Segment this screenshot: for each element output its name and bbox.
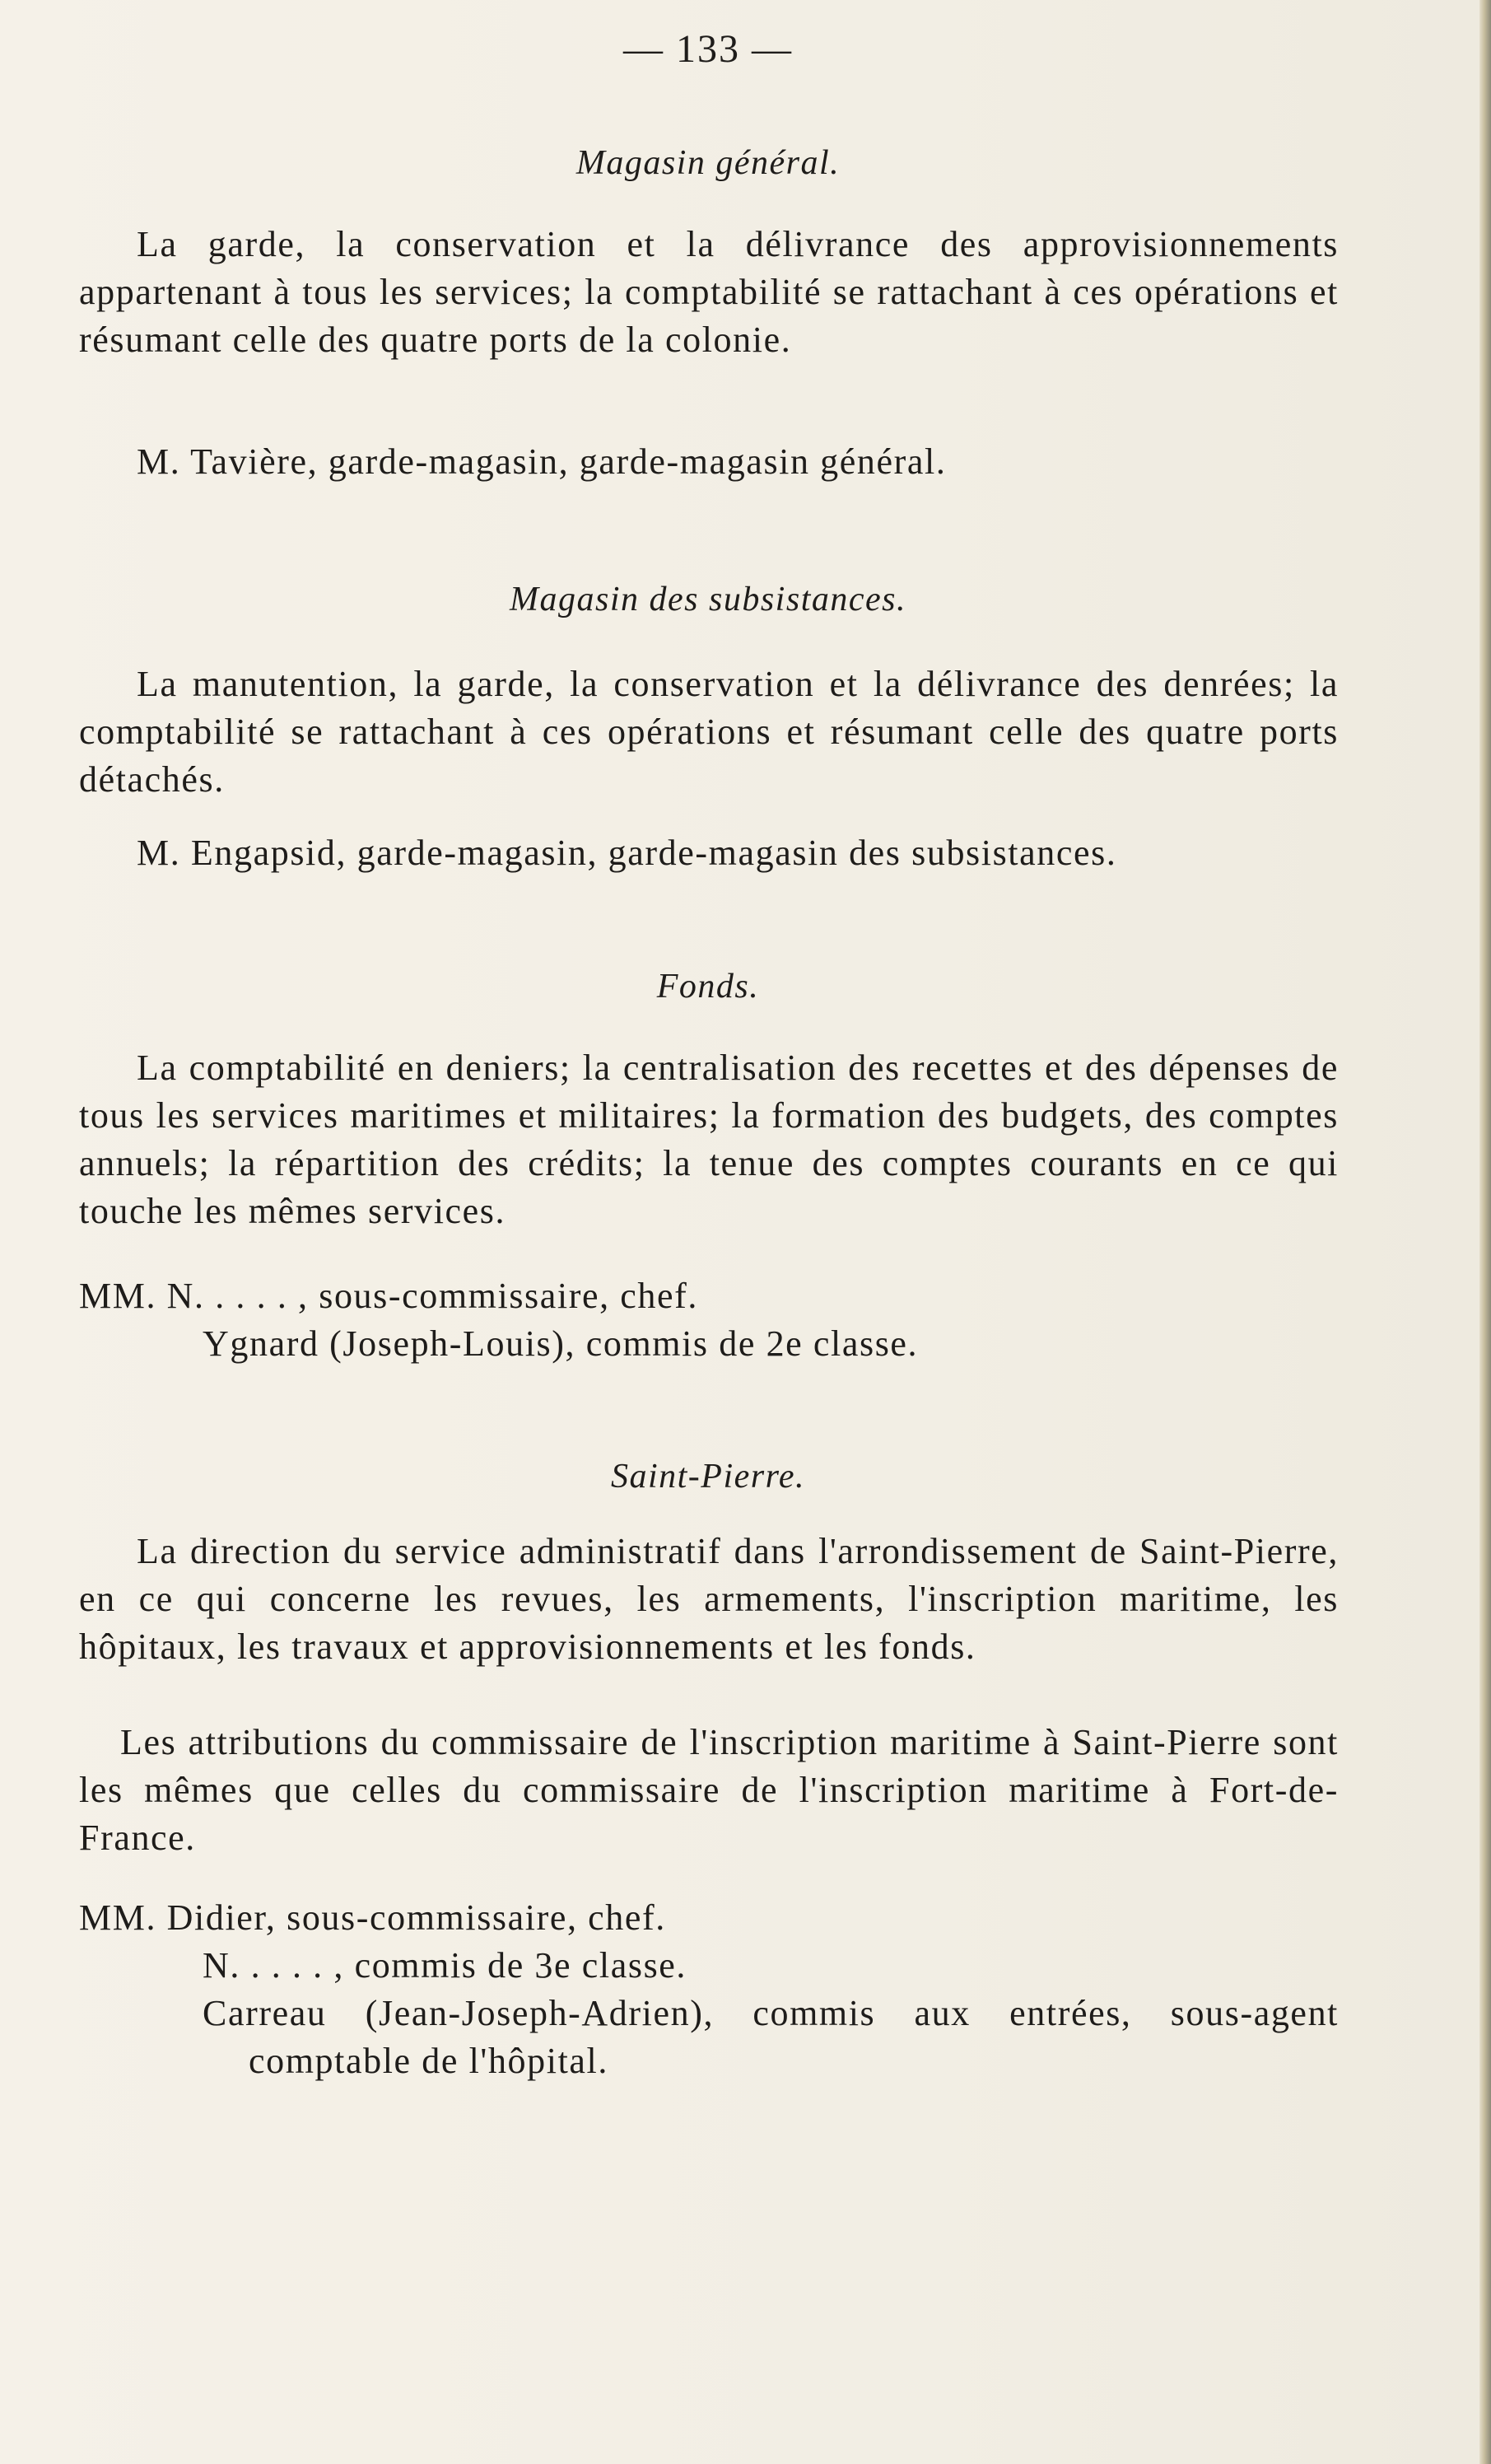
staff-line: M. Tavière, garde-magasin, garde-magasin général. <box>137 441 947 482</box>
section-paragraph-saint-pierre-attributions: Les attributions du commissaire de l'inscription maritime à Saint-Pierre sont les mêmes que celles du commissaire de l'inscription maritime à Fort-de-France. <box>79 1722 1339 1858</box>
section-heading-magasin-general: Magasin général. <box>575 144 841 182</box>
staff-line: Ygnard (Joseph-Louis), commis de 2e classe. <box>203 1323 919 1364</box>
section-paragraph-fonds: La comptabilité en deniers; la centralisation des recettes et des dépenses de tous les services maritimes et militaires; la formation des budgets, des comptes annuels; la répartition des crédits; la tenue des comptes courants en ce qui touche les mêmes services. <box>79 1048 1339 1231</box>
staff-line: MM. Didier, sous-commissaire, chef. <box>79 1897 666 1938</box>
staff-line: Carreau (Jean-Joseph-Adrien), commis aux entrées, sous-agent comptable de l'hôpital. <box>203 1993 1339 2081</box>
section-paragraph-saint-pierre: La direction du service administratif dans l'arrondissement de Saint-Pierre, en ce qui concerne les revues, les armements, l'inscription maritime, les hôpitaux, les travaux et approvisionnements et les fonds. <box>79 1531 1339 1667</box>
section-heading-magasin-subsistances: Magasin des subsistances. <box>510 581 906 618</box>
staff-line: N. . . . . , commis de 3e classe. <box>203 1945 687 1986</box>
page-number: — 133 — <box>623 27 793 71</box>
staff-line: MM. N. . . . . , sous-commissaire, chef. <box>79 1276 699 1316</box>
page-edge <box>1479 0 1491 2464</box>
staff-line: M. Engapsid, garde-magasin, garde-magasin des subsistances. <box>137 833 1117 873</box>
section-heading-saint-pierre: Saint-Pierre. <box>610 1458 806 1496</box>
section-paragraph-magasin-subsistances: La manutention, la garde, la conservation et la délivrance des denrées; la comptabilité se rattachant à ces opérations et résumant celle des quatre ports détachés. <box>79 664 1339 800</box>
section-heading-fonds: Fonds. <box>656 968 760 1006</box>
section-paragraph-magasin-general: La garde, la conservation et la délivrance des approvisionnements appartenant à tous les services; la comptabilité se rattachant à ces opérations et résumant celle des quatre ports de la colonie. <box>79 224 1339 360</box>
